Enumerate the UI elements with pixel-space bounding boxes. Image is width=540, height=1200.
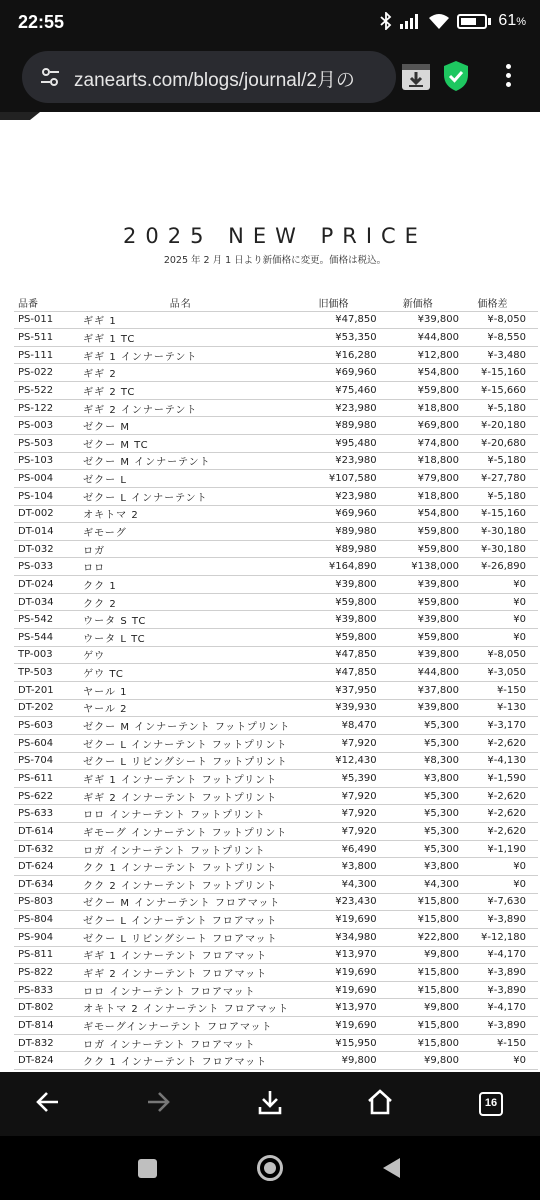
cell-difference: ¥-3,050 [459,664,538,682]
cell-old-price: ¥16,280 [290,346,376,364]
tab-count: 16 [484,1097,498,1109]
table-row [14,1017,538,1035]
table-row [14,981,538,999]
cell-old-price: ¥39,800 [290,576,376,594]
cell-new-price: ¥3,800 [377,858,459,876]
table-row [14,311,538,329]
table-row [14,770,538,788]
cell-code: PS-004 [14,470,71,488]
status-time: 22:55 [18,12,65,32]
cell-old-price: ¥7,920 [290,787,376,805]
cell-difference: ¥0 [459,593,538,611]
cell-old-price: ¥39,930 [290,699,376,717]
cell-code: DT-824 [14,1052,71,1070]
cell-code: DT-202 [14,699,71,717]
cell-code: PS-603 [14,717,71,735]
cell-old-price: ¥13,970 [290,999,376,1017]
cell-difference: ¥-2,620 [459,734,538,752]
cell-name: オキトマ 2 インナーテント フロアマット [71,999,290,1017]
table-row [14,505,538,523]
cell-code: PS-111 [14,346,71,364]
cell-new-price: ¥59,800 [377,629,459,647]
cell-new-price: ¥37,800 [377,681,459,699]
cell-old-price: ¥7,920 [290,823,376,841]
cell-name: ゼクー M インナーテント [71,452,290,470]
table-row [14,540,538,558]
table-row [14,681,538,699]
cell-old-price: ¥8,470 [290,717,376,735]
url-text[interactable]: zanearts.com/blogs/journal/2月の [74,70,355,91]
battery-level: 61 [498,12,517,29]
cell-new-price: ¥18,800 [377,452,459,470]
cell-name: ギギ 2 インナーテント [71,399,290,417]
cell-difference: ¥-5,180 [459,452,538,470]
cell-old-price: ¥15,950 [290,1034,376,1052]
cell-old-price: ¥164,890 [290,558,376,576]
cell-new-price: ¥74,800 [377,434,459,452]
cell-new-price: ¥3,800 [377,770,459,788]
cell-difference: ¥-2,620 [459,805,538,823]
cell-new-price: ¥18,800 [377,399,459,417]
cell-difference: ¥-12,180 [459,928,538,946]
cell-code: PS-511 [14,329,71,347]
cell-code: DT-624 [14,858,71,876]
cell-difference: ¥-15,660 [459,382,538,400]
cell-code: DT-802 [14,999,71,1017]
table-row [14,329,538,347]
cell-old-price: ¥23,980 [290,399,376,417]
cell-code: PS-122 [14,399,71,417]
cell-difference: ¥-8,050 [459,646,538,664]
cell-code: PS-604 [14,734,71,752]
cell-new-price: ¥54,800 [377,505,459,523]
cell-name: クク 2 [71,593,290,611]
more-vert-icon[interactable] [496,64,520,94]
cell-old-price: ¥19,690 [290,981,376,999]
cell-name: ゼクー L リビングシート フロアマット [71,928,290,946]
cell-new-price: ¥15,800 [377,964,459,982]
cell-name: ゼクー L リビングシート フットプリント [71,752,290,770]
cell-difference: ¥0 [459,611,538,629]
table-row [14,1034,538,1052]
cell-name: ギギ 2 [71,364,290,382]
cell-code: PS-033 [14,558,71,576]
cell-code: DT-614 [14,823,71,841]
cell-difference: ¥-130 [459,699,538,717]
cell-new-price: ¥39,800 [377,646,459,664]
cell-old-price: ¥6,490 [290,840,376,858]
table-row [14,928,538,946]
cell-code: DT-201 [14,681,71,699]
cell-name: ギモーグインナーテント フロアマット [71,1017,290,1035]
nav-home-icon[interactable] [257,1155,283,1181]
header-old-price: 旧価格 [290,294,376,311]
cell-code: PS-811 [14,946,71,964]
table-row [14,629,538,647]
cell-old-price: ¥47,850 [290,646,376,664]
cell-old-price: ¥4,300 [290,876,376,894]
cell-old-price: ¥23,980 [290,452,376,470]
cell-new-price: ¥15,800 [377,893,459,911]
cell-name: ロロ インナーテント フットプリント [71,805,290,823]
cell-code: PS-833 [14,981,71,999]
browser-toolbar [0,48,540,112]
cell-new-price: ¥39,800 [377,699,459,717]
table-row [14,717,538,735]
cell-name: ゼクー M インナーテント フロアマット [71,893,290,911]
status-bar [0,0,540,48]
cell-difference: ¥-20,680 [459,434,538,452]
cell-old-price: ¥13,970 [290,946,376,964]
header-name: 品名 [71,294,290,311]
cell-difference: ¥-27,780 [459,470,538,488]
cell-name: クク 1 インナーテント フットプリント [71,858,290,876]
system-nav-bar [0,1136,540,1200]
cell-difference: ¥-2,620 [459,787,538,805]
table-row [14,858,538,876]
cell-name: ロガ [71,540,290,558]
cell-old-price: ¥53,350 [290,329,376,347]
shield-check-icon[interactable] [442,60,470,92]
cell-name: ゼクー M TC [71,434,290,452]
cell-old-price: ¥107,580 [290,470,376,488]
cell-difference: ¥-150 [459,681,538,699]
bluetooth-icon [380,12,392,30]
address-bar[interactable] [22,51,396,103]
cell-new-price: ¥5,300 [377,805,459,823]
cell-new-price: ¥22,800 [377,928,459,946]
cell-difference: ¥-4,130 [459,752,538,770]
cell-name: ギギ 1 インナーテント フロアマット [71,946,290,964]
cell-code: PS-622 [14,787,71,805]
cell-old-price: ¥19,690 [290,1017,376,1035]
cell-difference: ¥-1,190 [459,840,538,858]
cell-code: DT-034 [14,593,71,611]
cell-name: ロロ インナーテント フロアマット [71,981,290,999]
cell-code: PS-633 [14,805,71,823]
cell-difference: ¥-3,890 [459,981,538,999]
tabs-icon[interactable] [479,1092,503,1116]
battery-unit: % [516,16,526,28]
table-row [14,523,538,541]
header-difference: 価格差 [459,294,538,311]
table-row [14,470,538,488]
cell-new-price: ¥5,300 [377,823,459,841]
table-row [14,805,538,823]
table-row [14,823,538,841]
table-row [14,646,538,664]
price-table [14,294,538,1070]
cell-difference: ¥-8,050 [459,311,538,329]
table-row [14,1052,538,1070]
cell-code: DT-632 [14,840,71,858]
cell-old-price: ¥89,980 [290,523,376,541]
cell-new-price: ¥9,800 [377,999,459,1017]
table-row [14,382,538,400]
cell-name: ギギ 1 インナーテント [71,346,290,364]
cell-new-price: ¥5,300 [377,787,459,805]
cell-new-price: ¥15,800 [377,1017,459,1035]
table-header [14,294,538,311]
cell-new-price: ¥39,800 [377,576,459,594]
table-row [14,911,538,929]
cell-code: PS-011 [14,311,71,329]
cell-new-price: ¥79,800 [377,470,459,488]
table-row [14,876,538,894]
cell-old-price: ¥59,800 [290,593,376,611]
cell-code: PS-803 [14,893,71,911]
cell-code: PS-022 [14,364,71,382]
cell-difference: ¥0 [459,876,538,894]
cell-old-price: ¥89,980 [290,540,376,558]
cell-code: DT-014 [14,523,71,541]
cell-old-price: ¥3,800 [290,858,376,876]
table-row [14,752,538,770]
cell-new-price: ¥39,800 [377,611,459,629]
cell-name: ゼクー L [71,470,290,488]
cell-old-price: ¥69,960 [290,505,376,523]
header-code: 品番 [14,294,71,311]
arrow-left-icon[interactable] [34,1088,62,1116]
cell-name: ギギ 2 TC [71,382,290,400]
cell-code: PS-103 [14,452,71,470]
cell-name: ウータ L TC [71,629,290,647]
cell-difference: ¥-150 [459,1034,538,1052]
cell-old-price: ¥19,690 [290,964,376,982]
cell-difference: ¥0 [459,1052,538,1070]
cell-old-price: ¥59,800 [290,629,376,647]
cell-difference: ¥-26,890 [459,558,538,576]
cell-new-price: ¥59,800 [377,382,459,400]
cell-old-price: ¥47,850 [290,311,376,329]
cell-name: ギギ 1 [71,311,290,329]
cell-code: DT-024 [14,576,71,594]
cell-difference: ¥-30,180 [459,523,538,541]
cell-new-price: ¥12,800 [377,346,459,364]
cell-name: ゼクー L インナーテント フロアマット [71,911,290,929]
cell-new-price: ¥59,800 [377,593,459,611]
cell-name: ゲウ [71,646,290,664]
cell-old-price: ¥89,980 [290,417,376,435]
signal-icon [399,13,421,29]
cell-difference: ¥-3,890 [459,1017,538,1035]
cell-old-price: ¥23,980 [290,487,376,505]
cell-code: PS-104 [14,487,71,505]
battery-icon [457,14,487,29]
table-row [14,893,538,911]
cell-old-price: ¥7,920 [290,805,376,823]
cell-old-price: ¥7,920 [290,734,376,752]
cell-difference: ¥-4,170 [459,946,538,964]
cell-code: PS-904 [14,928,71,946]
cell-difference: ¥-5,180 [459,399,538,417]
cell-code: DT-002 [14,505,71,523]
cell-old-price: ¥39,800 [290,611,376,629]
cell-difference: ¥-8,550 [459,329,538,347]
cell-difference: ¥-3,170 [459,717,538,735]
table-row [14,452,538,470]
cell-difference: ¥-5,180 [459,487,538,505]
cell-new-price: ¥4,300 [377,876,459,894]
recents-icon[interactable] [138,1159,157,1178]
cell-name: ロロ [71,558,290,576]
cell-name: ウータ S TC [71,611,290,629]
table-row [14,840,538,858]
table-row [14,734,538,752]
cell-code: PS-522 [14,382,71,400]
table-row [14,417,538,435]
cell-code: PS-003 [14,417,71,435]
arrow-right-icon[interactable] [144,1088,172,1116]
cell-old-price: ¥75,460 [290,382,376,400]
cell-name: ロガ インナーテント フロアマット [71,1034,290,1052]
cell-difference: ¥-1,590 [459,770,538,788]
cell-name: ゼクー L インナーテント フットプリント [71,734,290,752]
cell-new-price: ¥18,800 [377,487,459,505]
tune-icon[interactable] [40,67,60,87]
cell-name: ヤール 2 [71,699,290,717]
cell-code: PS-542 [14,611,71,629]
cell-difference: ¥-3,890 [459,911,538,929]
table-row [14,699,538,717]
cell-code: PS-611 [14,770,71,788]
cell-difference: ¥-4,170 [459,999,538,1017]
cell-new-price: ¥44,800 [377,329,459,347]
cell-difference: ¥-30,180 [459,540,538,558]
cell-name: クク 2 インナーテント フットプリント [71,876,290,894]
table-row [14,364,538,382]
cell-code: PS-822 [14,964,71,982]
table-row [14,664,538,682]
header-new-price: 新価格 [377,294,459,311]
cell-difference: ¥-2,620 [459,823,538,841]
cell-new-price: ¥39,800 [377,311,459,329]
table-row [14,399,538,417]
web-page [0,112,540,1072]
table-row [14,999,538,1017]
bottom-toolbar [0,1072,540,1136]
cell-difference: ¥-20,180 [459,417,538,435]
page-subtitle: 2025 年 2 月 1 日より新価格に変更。価格は税込。 [163,255,387,266]
cell-new-price: ¥15,800 [377,1034,459,1052]
cell-name: ゲウ TC [71,664,290,682]
table-row [14,434,538,452]
table-row [14,558,538,576]
cell-name: ギモーグ [71,523,290,541]
wifi-icon [428,13,450,30]
cell-new-price: ¥5,300 [377,734,459,752]
table-row [14,964,538,982]
cell-old-price: ¥19,690 [290,911,376,929]
cell-name: ギギ 2 インナーテント フロアマット [71,964,290,982]
cell-old-price: ¥69,960 [290,364,376,382]
cell-old-price: ¥47,850 [290,664,376,682]
download-icon[interactable] [256,1088,284,1116]
cell-code: PS-704 [14,752,71,770]
scrolled-graphic-fragment [0,112,40,120]
cell-old-price: ¥5,390 [290,770,376,788]
cell-name: ヤール 1 [71,681,290,699]
cell-old-price: ¥9,800 [290,1052,376,1070]
cell-name: ゼクー L インナーテント [71,487,290,505]
cell-name: ギギ 2 インナーテント フットプリント [71,787,290,805]
cell-name: クク 1 [71,576,290,594]
cell-new-price: ¥69,800 [377,417,459,435]
cell-code: TP-503 [14,664,71,682]
cell-name: ギギ 1 インナーテント フットプリント [71,770,290,788]
cell-new-price: ¥15,800 [377,911,459,929]
cell-code: PS-544 [14,629,71,647]
cell-old-price: ¥95,480 [290,434,376,452]
cell-code: PS-503 [14,434,71,452]
nav-back-icon[interactable] [383,1158,400,1178]
home-icon[interactable] [366,1088,394,1116]
cell-new-price: ¥9,800 [377,946,459,964]
status-icons [380,12,526,30]
cell-name: ゼクー M [71,417,290,435]
cell-new-price: ¥59,800 [377,523,459,541]
table-row [14,611,538,629]
cell-new-price: ¥59,800 [377,540,459,558]
cell-new-price: ¥44,800 [377,664,459,682]
cell-new-price: ¥138,000 [377,558,459,576]
cell-difference: ¥0 [459,858,538,876]
cell-new-price: ¥5,300 [377,840,459,858]
cell-code: DT-032 [14,540,71,558]
cell-old-price: ¥37,950 [290,681,376,699]
table-body [14,311,538,1070]
cell-new-price: ¥8,300 [377,752,459,770]
table-row [14,487,538,505]
cell-old-price: ¥23,430 [290,893,376,911]
cell-name: クク 1 インナーテント フロアマット [71,1052,290,1070]
cell-difference: ¥-3,480 [459,346,538,364]
cell-new-price: ¥54,800 [377,364,459,382]
cell-difference: ¥0 [459,576,538,594]
cell-new-price: ¥9,800 [377,1052,459,1070]
cell-name: オキトマ 2 [71,505,290,523]
cell-difference: ¥0 [459,629,538,647]
cell-code: TP-003 [14,646,71,664]
cell-old-price: ¥34,980 [290,928,376,946]
cell-new-price: ¥5,300 [377,717,459,735]
cell-name: ギモーグ インナーテント フットプリント [71,823,290,841]
cell-difference: ¥-3,890 [459,964,538,982]
cell-name: ギギ 1 TC [71,329,290,347]
table-row [14,593,538,611]
cell-code: PS-804 [14,911,71,929]
cell-name: ロガ インナーテント フットプリント [71,840,290,858]
cell-difference: ¥-7,630 [459,893,538,911]
cell-old-price: ¥12,430 [290,752,376,770]
table-row [14,946,538,964]
cell-new-price: ¥15,800 [377,981,459,999]
download-extension-icon[interactable] [402,64,430,90]
table-row [14,576,538,594]
cell-difference: ¥-15,160 [459,505,538,523]
table-row [14,346,538,364]
table-row [14,787,538,805]
page-title: 2025 NEW PRICE [123,224,427,248]
cell-name: ゼクー M インナーテント フットプリント [71,717,290,735]
cell-difference: ¥-15,160 [459,364,538,382]
cell-code: DT-814 [14,1017,71,1035]
cell-code: DT-634 [14,876,71,894]
cell-code: DT-832 [14,1034,71,1052]
